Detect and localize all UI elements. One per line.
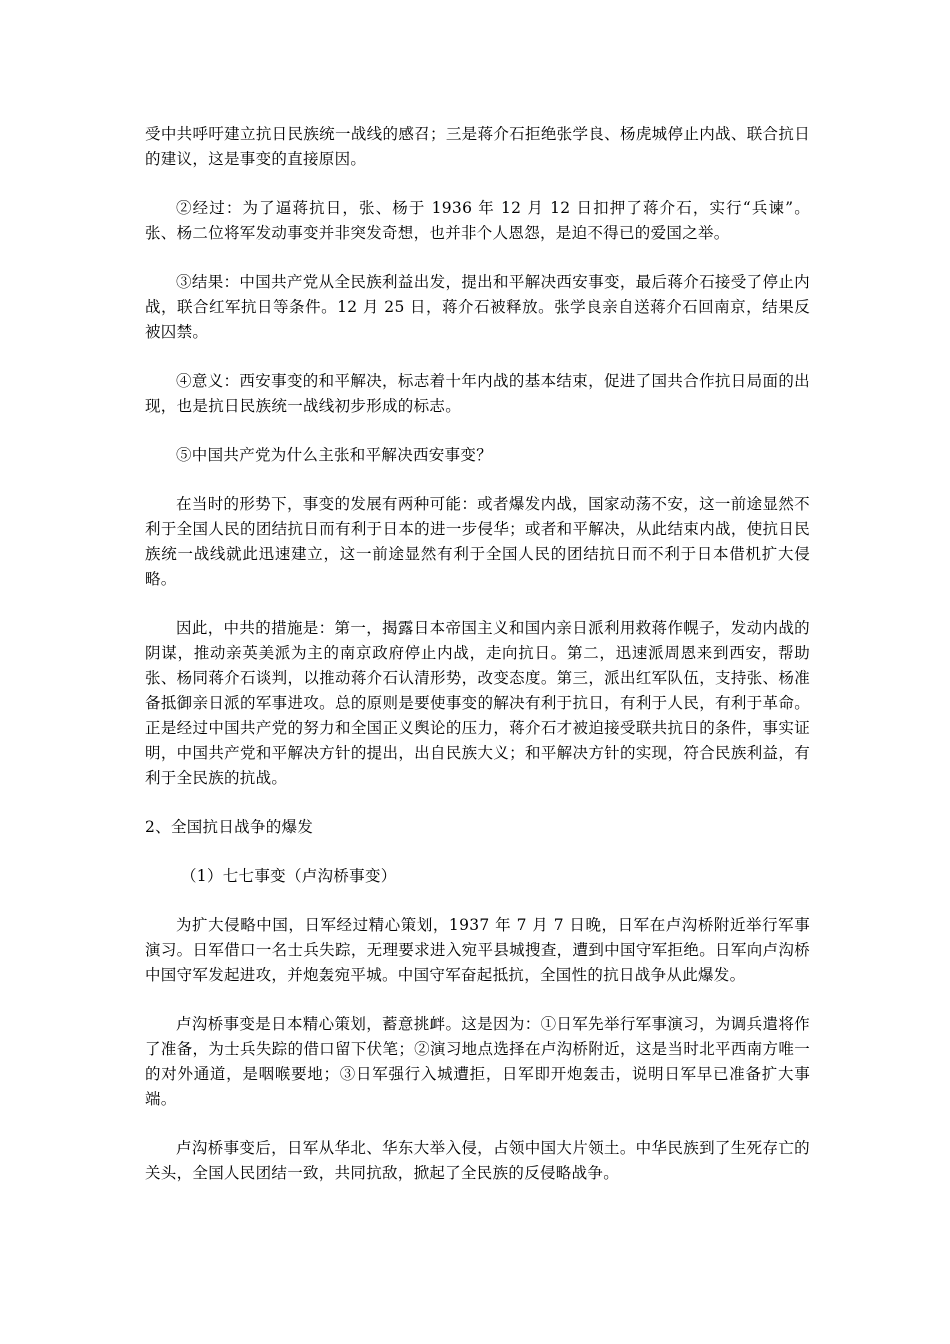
paragraph-premeditation: 卢沟桥事变是日本精心策划，蓄意挑衅。这是因为：①日军先举行军事演习，为调兵遣将作了准备，为士兵失踪的借口留下伏笔；②演习地点选择在卢沟桥附近，这是当时北平西南方唯一的对外通道，是咽喉要地；③日军强行入城遭拒，日军即开炮轰击，说明日军早已准备扩大事端。 — [145, 1015, 810, 1108]
paragraph-process: ②经过：为了逼蒋抗日，张、杨于 1936 年 12 月 12 日扣押了蒋介石，实行“兵谏”。张、杨二位将军发动事变并非突发奇想，也并非个人恩怨，是迫不得已的爱国之举。 — [145, 199, 810, 242]
section-heading: 2、全国抗日战争的爆发 — [145, 818, 314, 836]
subsection-heading: （1）七七事变（卢沟桥事变） — [181, 867, 397, 885]
paragraph-measures: 因此，中共的措施是：第一，揭露日本帝国主义和国内亲日派利用救蒋作幌子，发动内战的阴谋，推动亲英美派为主的南京政府停止内战，走向抗日。第二，迅速派周恩来到西安，帮助张、杨同蒋介石谈判，以推动蒋介石认清形势，改变态度。第三，派出红军队伍，支持张、杨准备抵御亲日派的军事进攻。总的原则是要使事变的解决有利于抗日，有利于人民，有利于革命。正是经过中国共产党的努力和全国正义舆论的压力，蒋介石才被迫接受联共抗日的条件，事实证明，中国共产党和平解决方针的提出，出自民族大义；和平解决方针的实现，符合民族利益，有利于全民族的抗战。 — [145, 619, 810, 787]
document-page — [145, 122, 810, 1210]
paragraph-aftermath: 卢沟桥事变后，日军从华北、华东大举入侵，占领中国大片领土。中华民族到了生死存亡的关头，全国人民团结一致，共同抗敌，掀起了全民族的反侵略战争。 — [145, 1139, 810, 1182]
paragraph-incident: 为扩大侵略中国，日军经过精心策划，1937 年 7 月 7 日晚，日军在卢沟桥附近举行军事演习。日军借口一名士兵失踪，无理要求进入宛平县城搜查，遭到中国守军拒绝。日军向卢沟桥中国守军发起进攻，并炮轰宛平城。中国守军奋起抵抗，全国性的抗日战争从此爆发。 — [145, 916, 810, 984]
paragraph-significance: ④意义：西安事变的和平解决，标志着十年内战的基本结束，促进了国共合作抗日局面的出现，也是抗日民族统一战线初步形成的标志。 — [145, 372, 810, 415]
paragraph-result: ③结果：中国共产党从全民族利益出发，提出和平解决西安事变，最后蒋介石接受了停止内战，联合红军抗日等条件。12 月 25 日，蒋介石被释放。张学良亲自送蒋介石回南京，结果反被囚禁。 — [145, 273, 810, 341]
paragraph-question: ⑤中国共产党为什么主张和平解决西安事变？ — [176, 446, 493, 464]
paragraph-causes-end: 受中共呼吁建立抗日民族统一战线的感召；三是蒋介石拒绝张学良、杨虎城停止内战、联合抗日的建议，这是事变的直接原因。 — [145, 125, 810, 168]
paragraph-situation: 在当时的形势下，事变的发展有两种可能：或者爆发内战，国家动荡不安，这一前途显然不利于全国人民的团结抗日而有利于日本的进一步侵华；或者和平解决，从此结束内战，使抗日民族统一战线就此迅速建立，这一前途显然有利于全国人民的团结抗日而不利于日本借机扩大侵略。 — [145, 495, 810, 588]
